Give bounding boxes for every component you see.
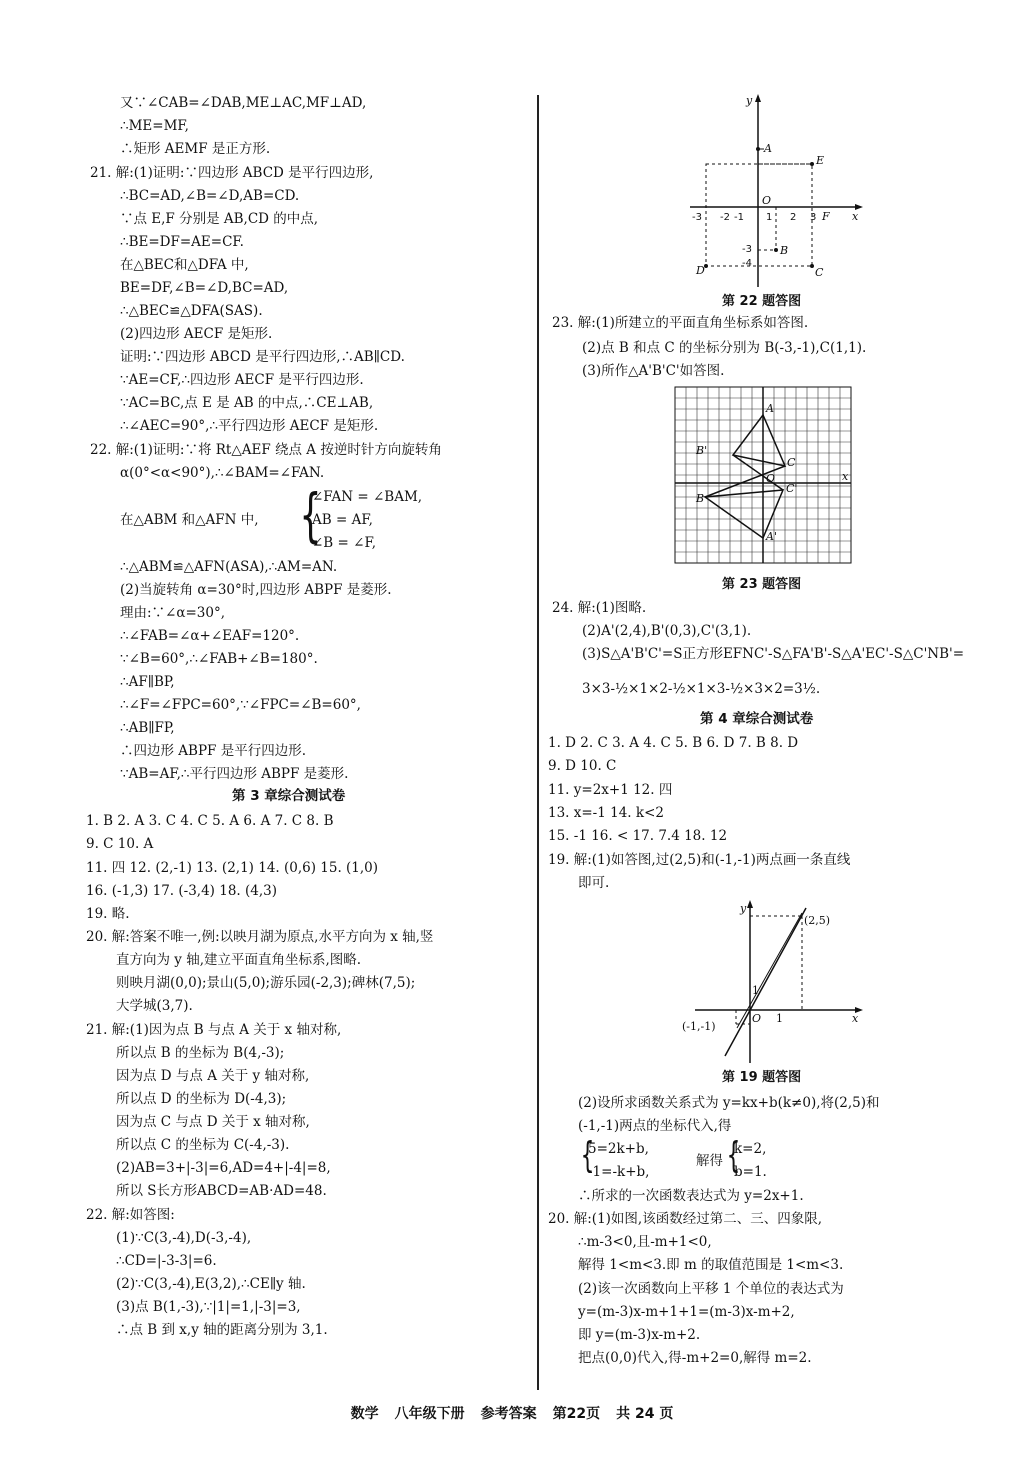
- text-line: 23. 解:(1)所建立的平面直角坐标系如答图.: [552, 315, 809, 331]
- system-brace: {: [580, 1135, 595, 1176]
- text-line: -1=-k+b,: [588, 1164, 650, 1180]
- text-line: 在△BEC和△DFA 中,: [120, 257, 249, 273]
- figure-22: [680, 92, 870, 292]
- text-line: k=2,: [734, 1141, 767, 1157]
- text-line: AB = AF,: [312, 512, 373, 528]
- text-line: ∴∠F=∠FPC=60°,∵∠FPC=∠B=60°,: [120, 697, 361, 713]
- text-line: (2)AB=3+|-3|=6,AD=4+|-4|=8,: [116, 1160, 331, 1176]
- text-line: 1. D 2. C 3. A 4. C 5. B 6. D 7. B 8. D: [548, 735, 799, 751]
- text-line: ∴AF∥BP,: [120, 674, 175, 690]
- point-label: (2,5): [804, 914, 831, 927]
- figure-23: [670, 382, 860, 572]
- text-line: 所以点 B 的坐标为 B(4,-3);: [116, 1045, 285, 1061]
- text-line: 15. -1 16. < 17. 7.4 18. 12: [548, 828, 728, 844]
- text-line: 20. 解:答案不唯一,例:以映月湖为原点,水平方向为 x 轴,竖: [86, 929, 434, 945]
- text-line: 所以 S长方形ABCD=AB·AD=48.: [116, 1183, 327, 1199]
- text-line: 24. 解:(1)图略.: [552, 600, 647, 616]
- tick-label: 3: [810, 212, 817, 223]
- tick-label: -2: [720, 212, 730, 223]
- text-line: 11. 四 12. (2,-1) 13. (2,1) 14. (0,6) 15. (1,0): [86, 860, 379, 876]
- text-line: y=(m-3)x-m+1+1=(m-3)x-m+2,: [578, 1304, 795, 1320]
- figure-caption: 第 19 题答图: [722, 1070, 802, 1085]
- footer-item: 数学: [350, 1406, 379, 1422]
- system-brace: {: [299, 481, 322, 549]
- footer-item: 参考答案: [480, 1406, 537, 1422]
- text-line: 20. 解:(1)如图,该函数经过第二、三、四象限,: [548, 1211, 823, 1227]
- text-line: (2)设所求函数关系式为 y=kx+b(k≠0),将(2,5)和: [578, 1095, 880, 1111]
- text-line: (2)四边形 AECF 是矩形.: [120, 326, 273, 342]
- text-line: 13. x=-1 14. k<2: [548, 805, 664, 821]
- axis-label: x: [842, 470, 849, 483]
- point-label: B: [696, 492, 705, 505]
- text-line: ∴四边形 ABPF 是平行四边形.: [120, 743, 306, 759]
- point-label: (-1,-1): [682, 1020, 716, 1033]
- text-line: 解得 1<m<3.即 m 的取值范围是 1<m<3.: [578, 1257, 844, 1273]
- tick-label: 1: [766, 212, 773, 223]
- point-label: A: [766, 402, 774, 415]
- point-label: O: [766, 472, 776, 485]
- text-line: 21. 解:(1)因为点 B 与点 A 关于 x 轴对称,: [86, 1022, 342, 1038]
- point-label: C: [815, 266, 824, 279]
- text-line: ∴ME=MF,: [120, 118, 189, 134]
- text-line: (3)所作△A'B'C'如答图.: [582, 363, 725, 379]
- point-label: B: [780, 244, 789, 257]
- text-line: 因为点 C 与点 D 关于 x 轴对称,: [116, 1114, 310, 1130]
- tick-label: 2: [790, 212, 797, 223]
- text-line: ∴∠FAB=∠α+∠EAF=120°.: [120, 628, 300, 644]
- text-line: α(0°<α<90°),∴∠BAM=∠FAN.: [120, 465, 325, 481]
- text-line: 9. D 10. C: [548, 758, 617, 774]
- text-line: ∴BC=AD,∠B=∠D,AB=CD.: [120, 188, 300, 204]
- figure-caption: 第 22 题答图: [722, 294, 802, 309]
- text-line: BE=DF,∠B=∠D,BC=AD,: [120, 280, 289, 296]
- text-line: 9. C 10. A: [86, 836, 154, 852]
- text-line: 19. 略.: [86, 906, 130, 922]
- point-label: C: [787, 456, 796, 469]
- text-line: ∴点 B 到 x,y 轴的距离分别为 3,1.: [116, 1322, 328, 1338]
- axis-label: y: [740, 902, 747, 915]
- figure-caption: 第 23 题答图: [722, 577, 802, 592]
- text-line: 直方向为 y 轴,建立平面直角坐标系,图略.: [116, 952, 362, 968]
- axis-label: x: [852, 210, 859, 223]
- point-label: C': [786, 482, 798, 495]
- text-line: 5=2k+b,: [588, 1141, 649, 1157]
- point-label: B': [696, 444, 708, 457]
- page-footer: [0, 1403, 1024, 1423]
- tick-label: -3: [692, 212, 702, 223]
- text-line: ∠FAN = ∠BAM,: [312, 489, 423, 505]
- text-line: ∴AB∥FP,: [120, 720, 175, 736]
- text-line: (3)点 B(1,-3),∵|1|=1,|-3|=3,: [116, 1299, 301, 1315]
- section-heading: 第 3 章综合测试卷: [232, 788, 346, 804]
- text-line: ∵AB=AF,∴平行四边形 ABPF 是菱形.: [120, 766, 349, 782]
- text-line: b=1.: [734, 1164, 767, 1180]
- text-line: ∴△ABM≌△AFN(ASA),∴AM=AN.: [120, 559, 338, 575]
- solution-brace: {: [726, 1135, 741, 1176]
- text-line: 即 y=(m-3)x-m+2.: [578, 1327, 701, 1343]
- point-label: F: [822, 210, 830, 223]
- text-line: 又∵∠CAB=∠DAB,ME⊥AC,MF⊥AD,: [120, 95, 367, 111]
- text-line: 则映月湖(0,0);景山(5,0);游乐园(-2,3);碑林(7,5);: [116, 975, 416, 991]
- text-line: 把点(0,0)代入,得-m+2=0,解得 m=2.: [578, 1350, 812, 1366]
- text-line: 所以点 D 的坐标为 D(-4,3);: [116, 1091, 287, 1107]
- column-divider: [537, 95, 539, 1390]
- text-line: ∴BE=DF=AE=CF.: [120, 234, 244, 250]
- text-line: 3×3-½×1×2-½×1×3-½×3×2=3½.: [582, 681, 821, 697]
- text-line: (2)当旋转角 α=30°时,四边形 ABPF 是菱形.: [120, 582, 392, 598]
- footer-item: 八年级下册: [394, 1406, 465, 1422]
- text-line: 1. B 2. A 3. C 4. C 5. A 6. A 7. C 8. B: [86, 813, 334, 829]
- text-line: 22. 解:(1)证明:∵将 Rt△AEF 绕点 A 按逆时针方向旋转角: [90, 442, 442, 458]
- text-line: (2)∵C(3,-4),E(3,2),∴CE∥y 轴.: [116, 1276, 306, 1292]
- text-line: ∵AC=BC,点 E 是 AB 的中点,∴CE⊥AB,: [120, 395, 374, 411]
- text-line: ∴矩形 AEMF 是正方形.: [120, 141, 271, 157]
- text-line: ∴∠AEC=90°,∴平行四边形 AECF 是矩形.: [120, 418, 379, 434]
- tick-label: -3: [742, 244, 752, 255]
- text-line: 所以点 C 的坐标为 C(-4,-3).: [116, 1137, 290, 1153]
- tick-label: 1: [776, 1012, 783, 1025]
- text-line: 证明:∵四边形 ABCD 是平行四边形,∴AB∥CD.: [120, 349, 405, 365]
- tick-label: -1: [734, 212, 744, 223]
- text-line: (1)∵C(3,-4),D(-3,-4),: [116, 1230, 252, 1246]
- point-label: A': [766, 530, 777, 543]
- point-label: O: [762, 194, 772, 207]
- text-line: 大学城(3,7).: [116, 998, 193, 1014]
- text-line: 16. (-1,3) 17. (-3,4) 18. (4,3): [86, 883, 277, 899]
- point-label: D: [696, 264, 705, 277]
- footer-item: 第22页: [552, 1406, 601, 1422]
- point-label: E: [816, 154, 825, 167]
- axis-label: x: [852, 1012, 859, 1025]
- text-line: 在△ABM 和△AFN 中,: [120, 512, 259, 528]
- text-line: (3)S△A'B'C'=S正方形EFNC'-S△FA'B'-S△A'EC'-S△C'NB'=: [582, 646, 965, 662]
- text-line: 理由:∵∠α=30°,: [120, 605, 226, 621]
- tick-label: 1: [752, 984, 759, 997]
- text-line: ∠B = ∠F,: [312, 535, 376, 551]
- point-label: A: [764, 142, 772, 155]
- axis-label: y: [746, 94, 753, 107]
- tick-label: -4: [742, 258, 752, 269]
- text-line: ∴所求的一次函数表达式为 y=2x+1.: [578, 1188, 804, 1204]
- figure-19: [680, 898, 870, 1068]
- text-line: ∵AE=CF,∴四边形 AECF 是平行四边形.: [120, 372, 364, 388]
- text-line: 解得: [696, 1153, 723, 1169]
- text-line: ∴△BEC≌△DFA(SAS).: [120, 303, 263, 319]
- text-line: ∴m-3<0,且-m+1<0,: [578, 1234, 712, 1250]
- text-line: (2)A'(2,4),B'(0,3),C'(3,1).: [582, 623, 752, 639]
- section-heading: 第 4 章综合测试卷: [700, 711, 814, 727]
- text-line: 22. 解:如答图:: [86, 1207, 175, 1223]
- footer-item: 共 24 页: [616, 1406, 674, 1422]
- text-line: 11. y=2x+1 12. 四: [548, 782, 673, 798]
- point-label: O: [752, 1012, 762, 1025]
- text-line: 即可.: [578, 875, 610, 891]
- text-line: ∵∠B=60°,∴∠FAB+∠B=180°.: [120, 651, 318, 667]
- text-line: 因为点 D 与点 A 关于 y 轴对称,: [116, 1068, 310, 1084]
- text-line: ∴CD=|-3-3|=6.: [116, 1253, 217, 1269]
- text-line: (2)该一次函数向上平移 1 个单位的表达式为: [578, 1281, 844, 1297]
- text-line: ∵点 E,F 分别是 AB,CD 的中点,: [120, 211, 319, 227]
- text-line: (-1,-1)两点的坐标代入,得: [578, 1118, 732, 1134]
- text-line: (2)点 B 和点 C 的坐标分别为 B(-3,-1),C(1,1).: [582, 340, 867, 356]
- text-line: 21. 解:(1)证明:∵四边形 ABCD 是平行四边形,: [90, 165, 374, 181]
- text-line: 19. 解:(1)如答图,过(2,5)和(-1,-1)两点画一条直线: [548, 852, 851, 868]
